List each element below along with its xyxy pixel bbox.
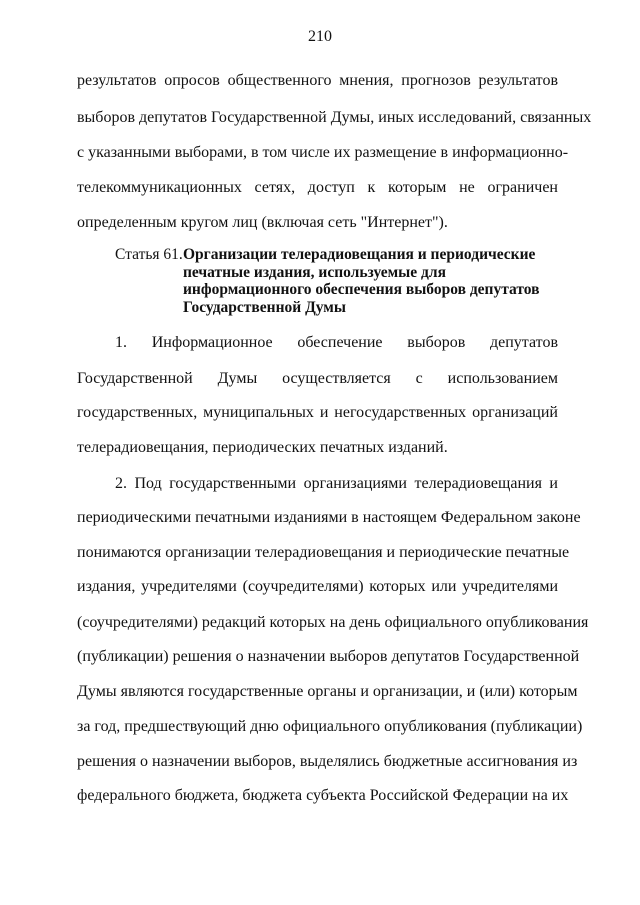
- text-line: определенным кругом лиц (включая сеть "Интернет").: [77, 214, 448, 231]
- paragraph-2-line: издания, учредителями (соучредителями) которых или учредителями: [77, 578, 558, 595]
- paragraph-1-line: 1. Информационное обеспечение выборов депутатов: [115, 334, 558, 351]
- paragraph-1-line: телерадиовещания, периодических печатных изданий.: [77, 439, 448, 456]
- article-heading: [115, 246, 565, 316]
- paragraph-2-line: периодическими печатными изданиями в настоящем Федеральном законе: [77, 509, 581, 526]
- paragraph-2-line: решения о назначении выборов, выделялись бюджетные ассигнования из: [77, 753, 578, 770]
- article-number: Статья 61.: [115, 246, 183, 263]
- paragraph-2-line: 2. Под государственными организациями телерадиовещания и: [115, 475, 558, 492]
- article-title-line: печатные издания, используемые для: [183, 263, 446, 281]
- text-line: с указанными выборами, в том числе их размещение в информационно-: [77, 144, 569, 161]
- paragraph-2-line: за год, предшествующий дню официального опубликования (публикации): [77, 718, 583, 735]
- article-title-line: Государственной Думы: [183, 298, 346, 316]
- paragraph-1-line: государственных, муниципальных и негосударственных организаций: [77, 404, 558, 421]
- article-title: [183, 246, 553, 316]
- text-line: телекоммуникационных сетях, доступ к которым не ограничен: [77, 179, 558, 196]
- article-title-line: информационного обеспечения выборов депутатов: [183, 281, 540, 298]
- paragraph-2-line: понимаются организации телерадиовещания и периодические печатные: [77, 544, 570, 561]
- text-line: результатов опросов общественного мнения, прогнозов результатов: [77, 72, 558, 89]
- paragraph-2-line: Думы являются государственные органы и организации, и (или) которым: [77, 683, 578, 700]
- paragraph-2-line: (публикации) решения о назначении выборов депутатов Государственной: [77, 648, 580, 665]
- paragraph-2-line: (соучредителями) редакций которых на день официального опубликования: [77, 614, 589, 631]
- text-line: выборов депутатов Государственной Думы, иных исследований, связанных: [77, 109, 592, 126]
- paragraph-1-line: Государственной Думы осуществляется с использованием: [77, 370, 558, 387]
- page-number: 210: [308, 28, 332, 45]
- article-title-line: Организации телерадиовещания и периодические: [183, 246, 536, 263]
- paragraph-2-line: федерального бюджета, бюджета субъекта Российской Федерации на их: [77, 787, 569, 804]
